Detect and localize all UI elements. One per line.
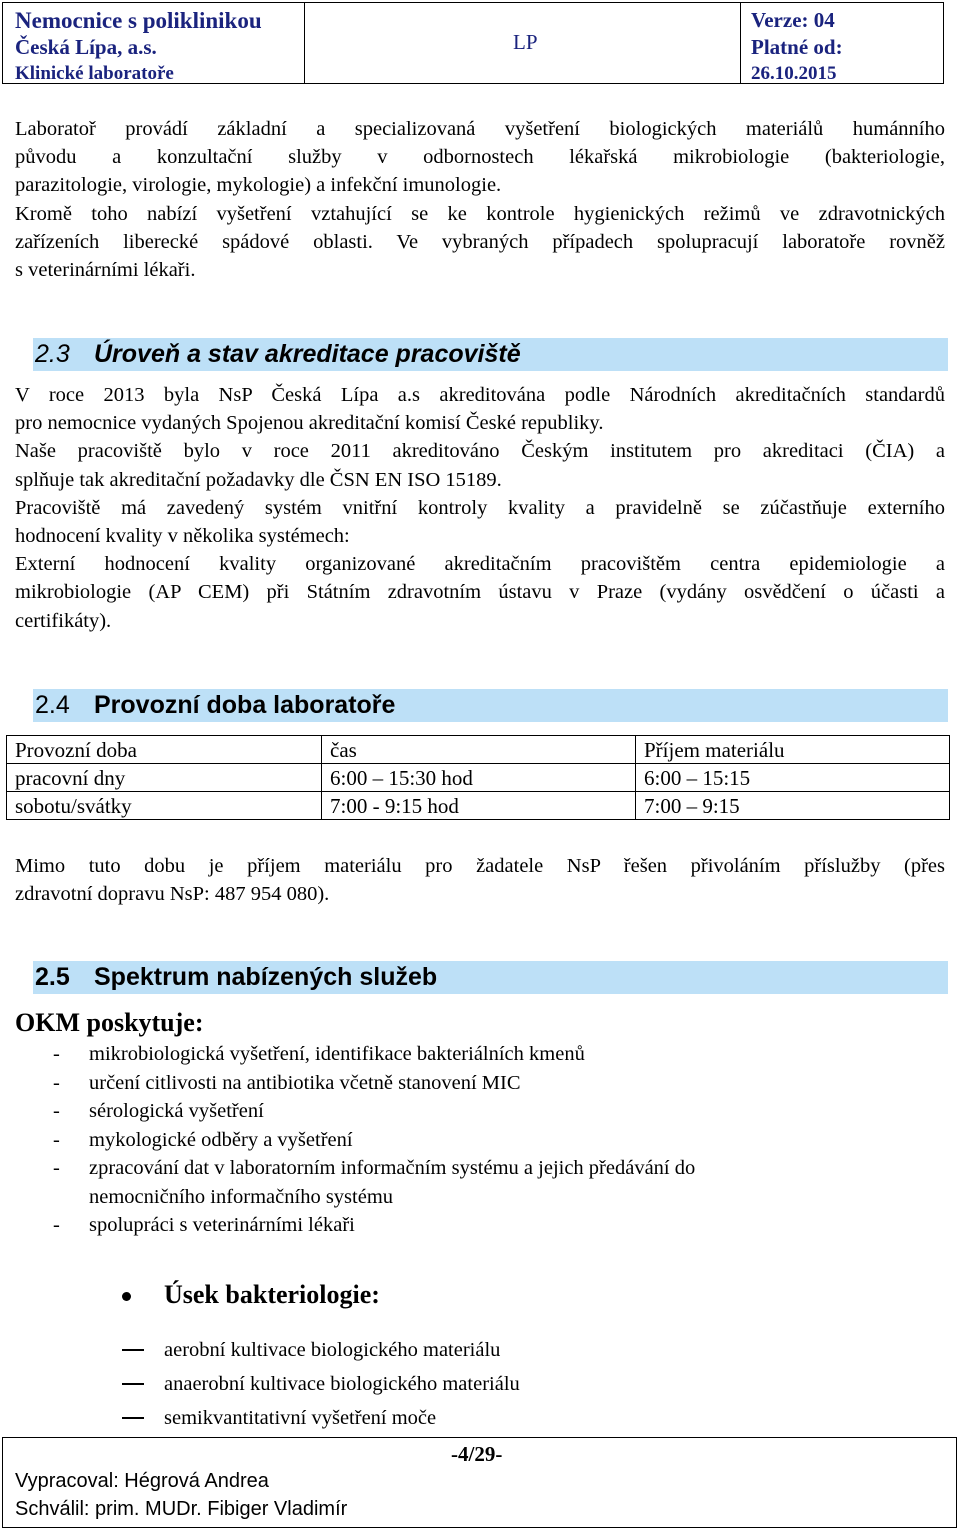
table-cell: sobotu/svátky	[7, 792, 322, 820]
bacteriology-heading-text: Úsek bakteriologie:	[164, 1280, 380, 1309]
table-cell: 7:00 – 9:15	[636, 792, 950, 820]
section-heading-2-3	[33, 338, 948, 371]
org-department: Klinické laboratoře	[15, 63, 174, 84]
accreditation-line: pro nemocnice vydaných Spojenou akreditační komisí České republiky.	[15, 412, 604, 435]
list-item-text: sérologická vyšetření	[89, 1100, 264, 1122]
after-hours-note	[15, 852, 945, 908]
dash-marker: -	[53, 1071, 60, 1094]
list-item-text: mikrobiologická vyšetření, identifikace bakteriálních kmenů	[89, 1043, 585, 1065]
note-line: zdravotní dopravu NsP: 487 954 080).	[15, 883, 330, 906]
table-row	[7, 764, 950, 792]
section-heading-2-4	[33, 689, 948, 722]
table-header-cell: Provozní doba	[7, 736, 322, 764]
intro-paragraph	[15, 115, 945, 284]
document-footer	[2, 1437, 957, 1528]
list-item	[15, 1097, 945, 1126]
document-header	[2, 2, 944, 84]
dash-marker	[122, 1417, 144, 1419]
list-item-text: anaerobní kultivace biologického materiálu	[164, 1373, 520, 1395]
dash-marker: -	[53, 1043, 60, 1065]
intro-line: Kromě toho nabízí vyšetření vztahující se ke kontrole hygienických režimů ve zdravotnických	[15, 202, 945, 225]
okm-services-list	[15, 1040, 945, 1240]
table-cell: pracovní dny	[7, 764, 322, 792]
table-header-cell: Příjem materiálu	[636, 736, 950, 764]
list-item-text: mykologické odběry a vyšetření	[89, 1128, 353, 1151]
intro-line: Laboratoř provádí základní a specializovaná vyšetření biologických materiálů humánního	[15, 118, 945, 140]
accreditation-line: mikrobiologie (AP CEM) při Státním zdravotním ústavu v Praze (vydány osvědčení o účasti a	[15, 581, 945, 604]
okm-heading: OKM poskytuje:	[15, 1008, 204, 1037]
accreditation-line: Externí hodnocení kvality organizované akreditačním pracovištěm centra epidemiologie a	[15, 553, 945, 576]
header-version-info	[741, 3, 943, 83]
section-number: 2.4	[35, 691, 70, 719]
prepared-by: Vypracoval: Hégrová Andrea	[15, 1470, 269, 1492]
section-heading-2-5	[33, 961, 948, 994]
list-item-text: spolupráci s veterinárními lékaři	[89, 1214, 355, 1236]
bullet-icon	[122, 1292, 131, 1301]
section-title: Úroveň a stav akreditace pracoviště	[94, 340, 521, 368]
accreditation-line: splňuje tak akreditační požadavky dle ČSN EN ISO 15189.	[15, 468, 502, 491]
dash-marker: -	[53, 1128, 60, 1151]
valid-from-date: 26.10.2015	[751, 63, 837, 84]
list-item-text: semikvantitativní vyšetření moče	[164, 1407, 437, 1429]
table-cell: 6:00 – 15:15	[636, 764, 950, 792]
intro-line: parazitologie, virologie, mykologie) a infekční imunologie.	[15, 174, 502, 197]
table-header-cell: čas	[322, 736, 636, 764]
opening-hours-table	[6, 735, 950, 820]
accreditation-line: V roce 2013 byla NsP Česká Lípa a.s akreditována podle Národních akreditačních standardů	[15, 384, 945, 406]
org-name-line2: Česká Lípa, a.s.	[15, 35, 157, 59]
table-cell: 6:00 – 15:30 hod	[322, 764, 636, 792]
dash-marker: -	[53, 1214, 60, 1236]
note-line: Mimo tuto dobu je příjem materiálu pro žadatele NsP řešen přivoláním příslužby (přes	[15, 855, 945, 877]
table-cell: 7:00 - 9:15 hod	[322, 792, 636, 820]
list-item	[122, 1401, 520, 1435]
intro-line: původu a konzultační služby v odbornostech lékařská mikrobiologie (bakteriologie,	[15, 146, 945, 169]
valid-from-label: Platné od:	[751, 35, 843, 59]
list-item	[15, 1154, 945, 1211]
header-doc-code	[305, 3, 741, 83]
accreditation-line: Naše pracoviště bylo v roce 2011 akreditováno Českým institutem pro akreditaci (ČIA) a	[15, 440, 945, 463]
page-number: -4/29-	[451, 1442, 503, 1466]
dash-marker	[122, 1383, 144, 1385]
section-number: 2.5	[35, 963, 70, 991]
doc-code: LP	[513, 30, 538, 54]
dash-marker: -	[53, 1157, 60, 1179]
table-header-row	[7, 736, 950, 764]
list-item	[15, 1040, 945, 1069]
header-organization	[3, 3, 305, 83]
accreditation-line: Pracoviště má zavedený systém vnitřní kontroly kvality a pravidelně se zúčastňuje externího	[15, 496, 945, 519]
bacteriology-list	[122, 1333, 520, 1435]
accreditation-paragraph	[15, 381, 945, 635]
section-title: Spektrum nabízených služeb	[94, 963, 438, 991]
list-item-text: aerobní kultivace biologického materiálu	[164, 1339, 501, 1361]
list-item	[15, 1126, 945, 1155]
intro-line: s veterinárními lékaři.	[15, 259, 196, 282]
list-item-text-continued: nemocničního informačního systému	[89, 1185, 394, 1208]
dash-marker	[122, 1349, 144, 1351]
org-name-line1: Nemocnice s poliklinikou	[15, 8, 262, 33]
accreditation-line: certifikáty).	[15, 609, 112, 632]
section-title: Provozní doba laboratoře	[94, 691, 396, 719]
list-item	[122, 1367, 520, 1401]
list-item-text: určení citlivosti na antibiotika včetně stanovení MIC	[89, 1071, 521, 1094]
section-number: 2.3	[35, 340, 70, 368]
table-row	[7, 792, 950, 820]
list-item	[15, 1069, 945, 1098]
list-item	[15, 1211, 945, 1240]
list-item	[122, 1333, 520, 1367]
dash-marker: -	[53, 1100, 60, 1122]
version: Verze: 04	[751, 8, 835, 32]
approved-by: Schválil: prim. MUDr. Fibiger Vladimír	[15, 1498, 348, 1520]
intro-line: zařízeních liberecké spádové oblasti. Ve vybraných případech spolupracují laboratoře rovněž	[15, 230, 945, 253]
list-item-text: zpracování dat v laboratorním informačním systému a jejich předávání do	[89, 1157, 696, 1179]
accreditation-line: hodnocení kvality v několika systémech:	[15, 525, 350, 548]
